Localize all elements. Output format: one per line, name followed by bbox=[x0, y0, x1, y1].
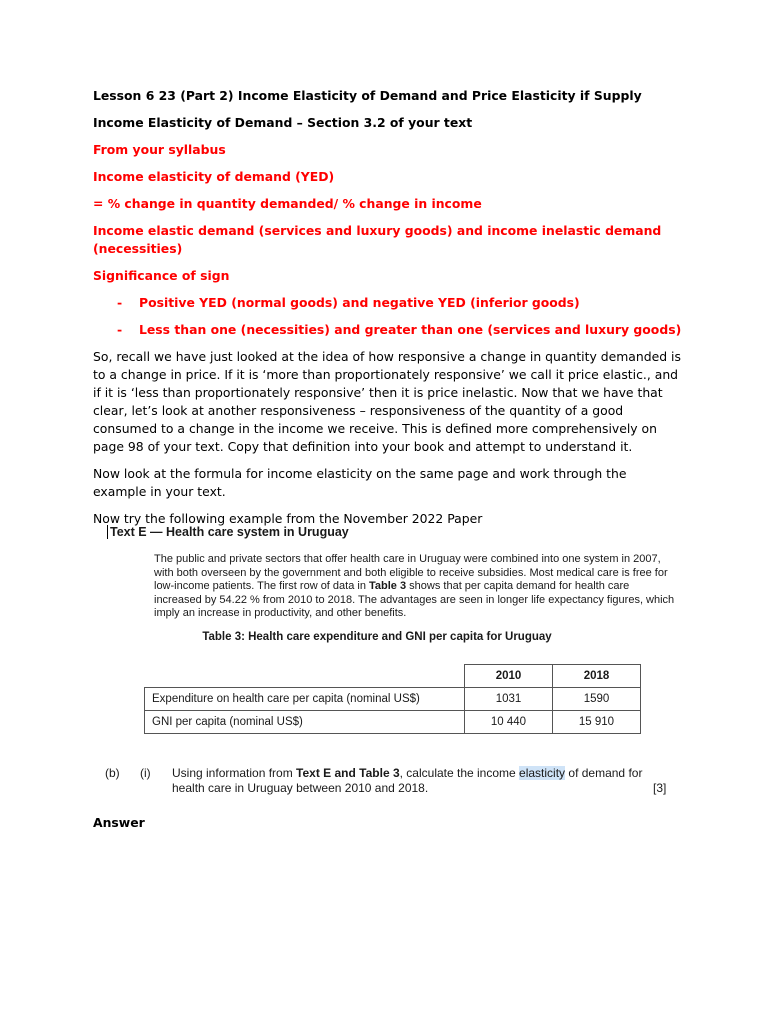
bullet-text: Less than one (necessities) and greater than one (services and luxury goods) bbox=[139, 322, 682, 337]
paragraph-example: Now try the following example from the November 2022 Paper bbox=[93, 511, 483, 526]
question-part: (b) bbox=[105, 766, 120, 780]
bullet-item bbox=[93, 321, 683, 339]
question-text-a: Using information from bbox=[172, 766, 297, 780]
table-header-row bbox=[145, 665, 641, 688]
cell-value: 1590 bbox=[553, 688, 641, 711]
cell-value: 15 910 bbox=[553, 711, 641, 734]
section-subtitle: Income Elasticity of Demand – Section 3.2 of your text bbox=[93, 115, 473, 130]
syllabus-formula: = % change in quantity demanded/ % change in income bbox=[93, 196, 482, 211]
exam-text-title: Text E — Health care system in Uruguay bbox=[107, 525, 677, 539]
table-title: Table 3: Health care expenditure and GNI per capita for Uruguay bbox=[202, 630, 552, 643]
syllabus-yed: Income elasticity of demand (YED) bbox=[93, 169, 335, 184]
table-corner bbox=[145, 665, 465, 688]
row-label: Expenditure on health care per capita (nominal US$) bbox=[145, 688, 465, 711]
question-text bbox=[172, 766, 652, 796]
highlighted-word[interactable]: elasticity bbox=[519, 766, 566, 780]
cell-value: 10 440 bbox=[465, 711, 553, 734]
bullet-dash: - bbox=[117, 295, 123, 310]
bullet-dash: - bbox=[117, 322, 123, 337]
question-text-c: of demand for health care in Uruguay between 2010 and 2018. bbox=[172, 766, 643, 795]
column-header: 2018 bbox=[553, 665, 641, 688]
exam-body-bold: Table 3 bbox=[369, 580, 407, 593]
question-marks: [3] bbox=[653, 781, 667, 795]
syllabus-sign: Significance of sign bbox=[93, 268, 230, 283]
syllabus-heading: From your syllabus bbox=[93, 142, 226, 157]
cell-value: 1031 bbox=[465, 688, 553, 711]
exam-text-body bbox=[154, 553, 679, 621]
lesson-title: Lesson 6 23 (Part 2) Income Elasticity of Demand and Price Elasticity if Supply bbox=[93, 88, 642, 103]
table-row bbox=[145, 688, 641, 711]
question-subpart: (i) bbox=[140, 766, 151, 780]
answer-label: Answer bbox=[93, 815, 145, 830]
paragraph-recall: So, recall we have just looked at the idea of how responsive a change in quantity demanded is to a change in price. If it is ‘more than proportionately responsive’ we call it price elastic., and if it is ‘less than proportionately responsive’ then it is price inelastic. Now that we have that clear, let’s look at another responsiveness – responsiveness of the quantity of a good consumed to a change in the income we receive. This is defined more comprehensively on page 98 of your text. Copy that definition into your book and attempt to understand it. bbox=[93, 349, 681, 454]
data-table bbox=[144, 664, 641, 734]
lesson-text bbox=[93, 87, 683, 537]
exam-extract bbox=[107, 525, 677, 643]
bullet-item bbox=[93, 294, 683, 312]
row-label: GNI per capita (nominal US$) bbox=[145, 711, 465, 734]
syllabus-elastic-inelastic: Income elastic demand (services and luxury goods) and income inelastic demand (necessities) bbox=[93, 223, 662, 256]
column-header: 2010 bbox=[465, 665, 553, 688]
question-text-b: , calculate the income bbox=[399, 766, 520, 780]
bullet-text: Positive YED (normal goods) and negative YED (inferior goods) bbox=[139, 295, 580, 310]
question-text-bold: Text E and Table 3 bbox=[296, 766, 400, 780]
exam-body-part1: The public and private sectors that offer health care in Uruguay were combined into one system in 2007, with both overseen by the government and both eligible to receive subsidies. Most medical care is free for low-income patients. The first row of data in bbox=[154, 553, 668, 593]
exam-body-part2: shows that per capita demand for health care increased by 54.22 % from 2010 to 2018. The advantages are seen in longer life expectancy figures, which imply an increase in productivity, and other benefits. bbox=[154, 580, 675, 620]
paragraph-formula: Now look at the formula for income elasticity on the same page and work through the example in your text. bbox=[93, 466, 627, 499]
table-row bbox=[145, 711, 641, 734]
